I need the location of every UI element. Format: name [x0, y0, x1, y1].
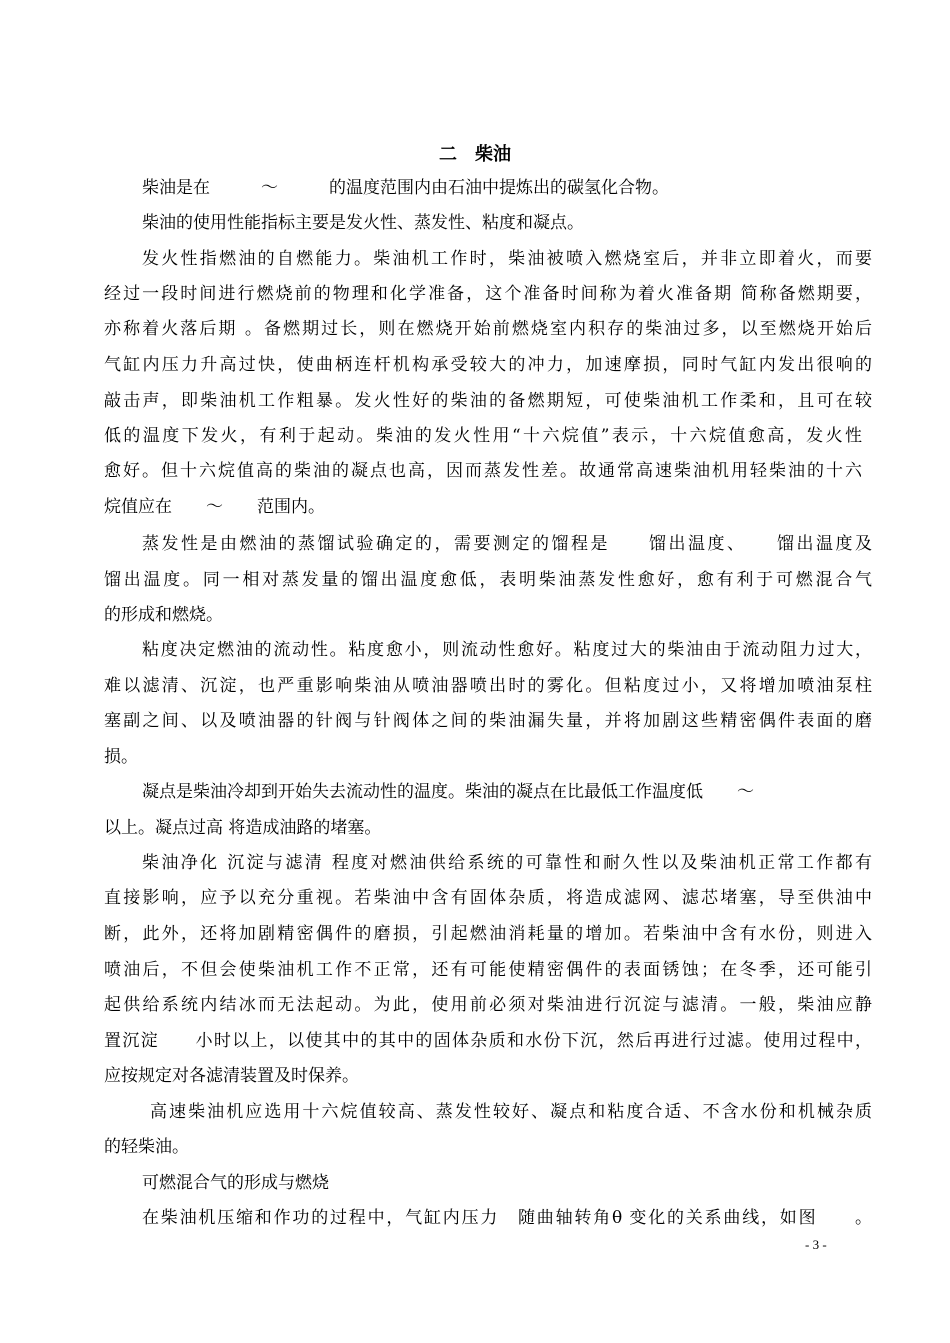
text-line: 馏出温度。同一相对蒸发量的馏出温度愈低，表明柴油蒸发性愈好，愈有利于可燃混合气	[104, 570, 872, 590]
text-line: 亦称着火落后期 。备燃期过长，则在燃烧开始前燃烧室内积存的柴油过多，以至燃烧开始后	[104, 319, 872, 339]
text-line: 柴油净化 沉淀与滤清 程度对燃油供给系统的可靠性和耐久性以及柴油机正常工作都有	[142, 853, 872, 873]
text-line: 凝点是柴油冷却到开始失去流动性的温度。柴油的凝点在比最低工作温度低 ～	[142, 782, 754, 802]
text-line: 低的温度下发火，有利于起动。柴油的发火性用“十六烷值”表示，十六烷值愈高，发火性	[104, 426, 862, 446]
text-line: 蒸发性是由燃油的蒸馏试验确定的，需要测定的馏程是 馏出温度、 馏出温度及	[142, 534, 872, 554]
text-line: 的形成和燃烧。	[104, 605, 223, 625]
text-line: 置沉淀 小时以上，以使其中的其中的固体杂质和水份下沉，然后再进行过滤。使用过程中，	[104, 1031, 872, 1051]
text-line: 断，此外，还将加剧精密偶件的磨损，引起燃油消耗量的增加。若柴油中含有水份，则进入	[104, 924, 872, 944]
text-line: 经过一段时间进行燃烧前的物理和化学准备，这个准备时间称为着火准备期 简称备燃期要，	[104, 284, 872, 304]
text-line: 气缸内压力升高过快，使曲柄连杆机构承受较大的冲力，加速摩损，同时气缸内发出很响的	[104, 355, 872, 375]
page-number: - 3 -	[805, 1237, 827, 1252]
text-line: 应按规定对各滤清装置及时保养。	[104, 1066, 359, 1086]
text-line: 烷值应在 ～ 范围内。	[104, 497, 325, 517]
text-line: 的轻柴油。	[104, 1137, 189, 1157]
text-line: 喷油后，不但会使柴油机工作不正常，还有可能使精密偶件的表面锈蚀；在冬季，还可能引	[104, 960, 872, 980]
text-line: 直接影响，应予以充分重视。若柴油中含有固体杂质，将造成滤网、滤芯堵塞，导至供油中	[104, 888, 872, 908]
text-line: 高速柴油机应选用十六烷值较高、蒸发性较好、凝点和粘度合适、不含水份和机械杂质	[150, 1102, 872, 1122]
text-line: 柴油是在 ～ 的温度范围内由石油中提炼出的碳氢化合物。	[142, 178, 669, 198]
text-line: 柴油的使用性能指标主要是发火性、蒸发性、粘度和凝点。	[142, 213, 584, 233]
text-line: 可燃混合气的形成与燃烧	[142, 1173, 329, 1193]
section-title: 二 柴油	[439, 144, 511, 165]
text-line: 以上。凝点过高 将造成油路的堵塞。	[104, 818, 382, 838]
text-line: 愈好。但十六烷值高的柴油的凝点也高，因而蒸发性差。故通常高速柴油机用轻柴油的十六	[104, 461, 862, 481]
text-line: 在柴油机压缩和作功的过程中，气缸内压力 随曲轴转角θ 变化的关系曲线，如图 。	[142, 1208, 872, 1228]
text-line: 损。	[104, 747, 138, 767]
text-line: 敲击声，即柴油机工作粗暴。发火性好的柴油的备燃期短，可使柴油机工作柔和，且可在较	[104, 391, 872, 411]
text-line: 塞副之间、以及喷油器的针阀与针阀体之间的柴油漏失量，并将加剧这些精密偶件表面的磨	[104, 711, 872, 731]
text-line: 难以滤清、沉淀，也严重影响柴油从喷油器喷出时的雾化。但粘度过小，又将增加喷油泵柱	[104, 676, 872, 696]
text-line: 起供给系统内结冰而无法起动。为此，使用前必须对柴油进行沉淀与滤清。一般，柴油应静	[104, 995, 872, 1015]
text-line: 粘度决定燃油的流动性。粘度愈小，则流动性愈好。粘度过大的柴油由于流动阻力过大，	[142, 640, 872, 660]
text-line: 发火性指燃油的自燃能力。柴油机工作时，柴油被喷入燃烧室后，并非立即着火，而要	[142, 249, 872, 269]
